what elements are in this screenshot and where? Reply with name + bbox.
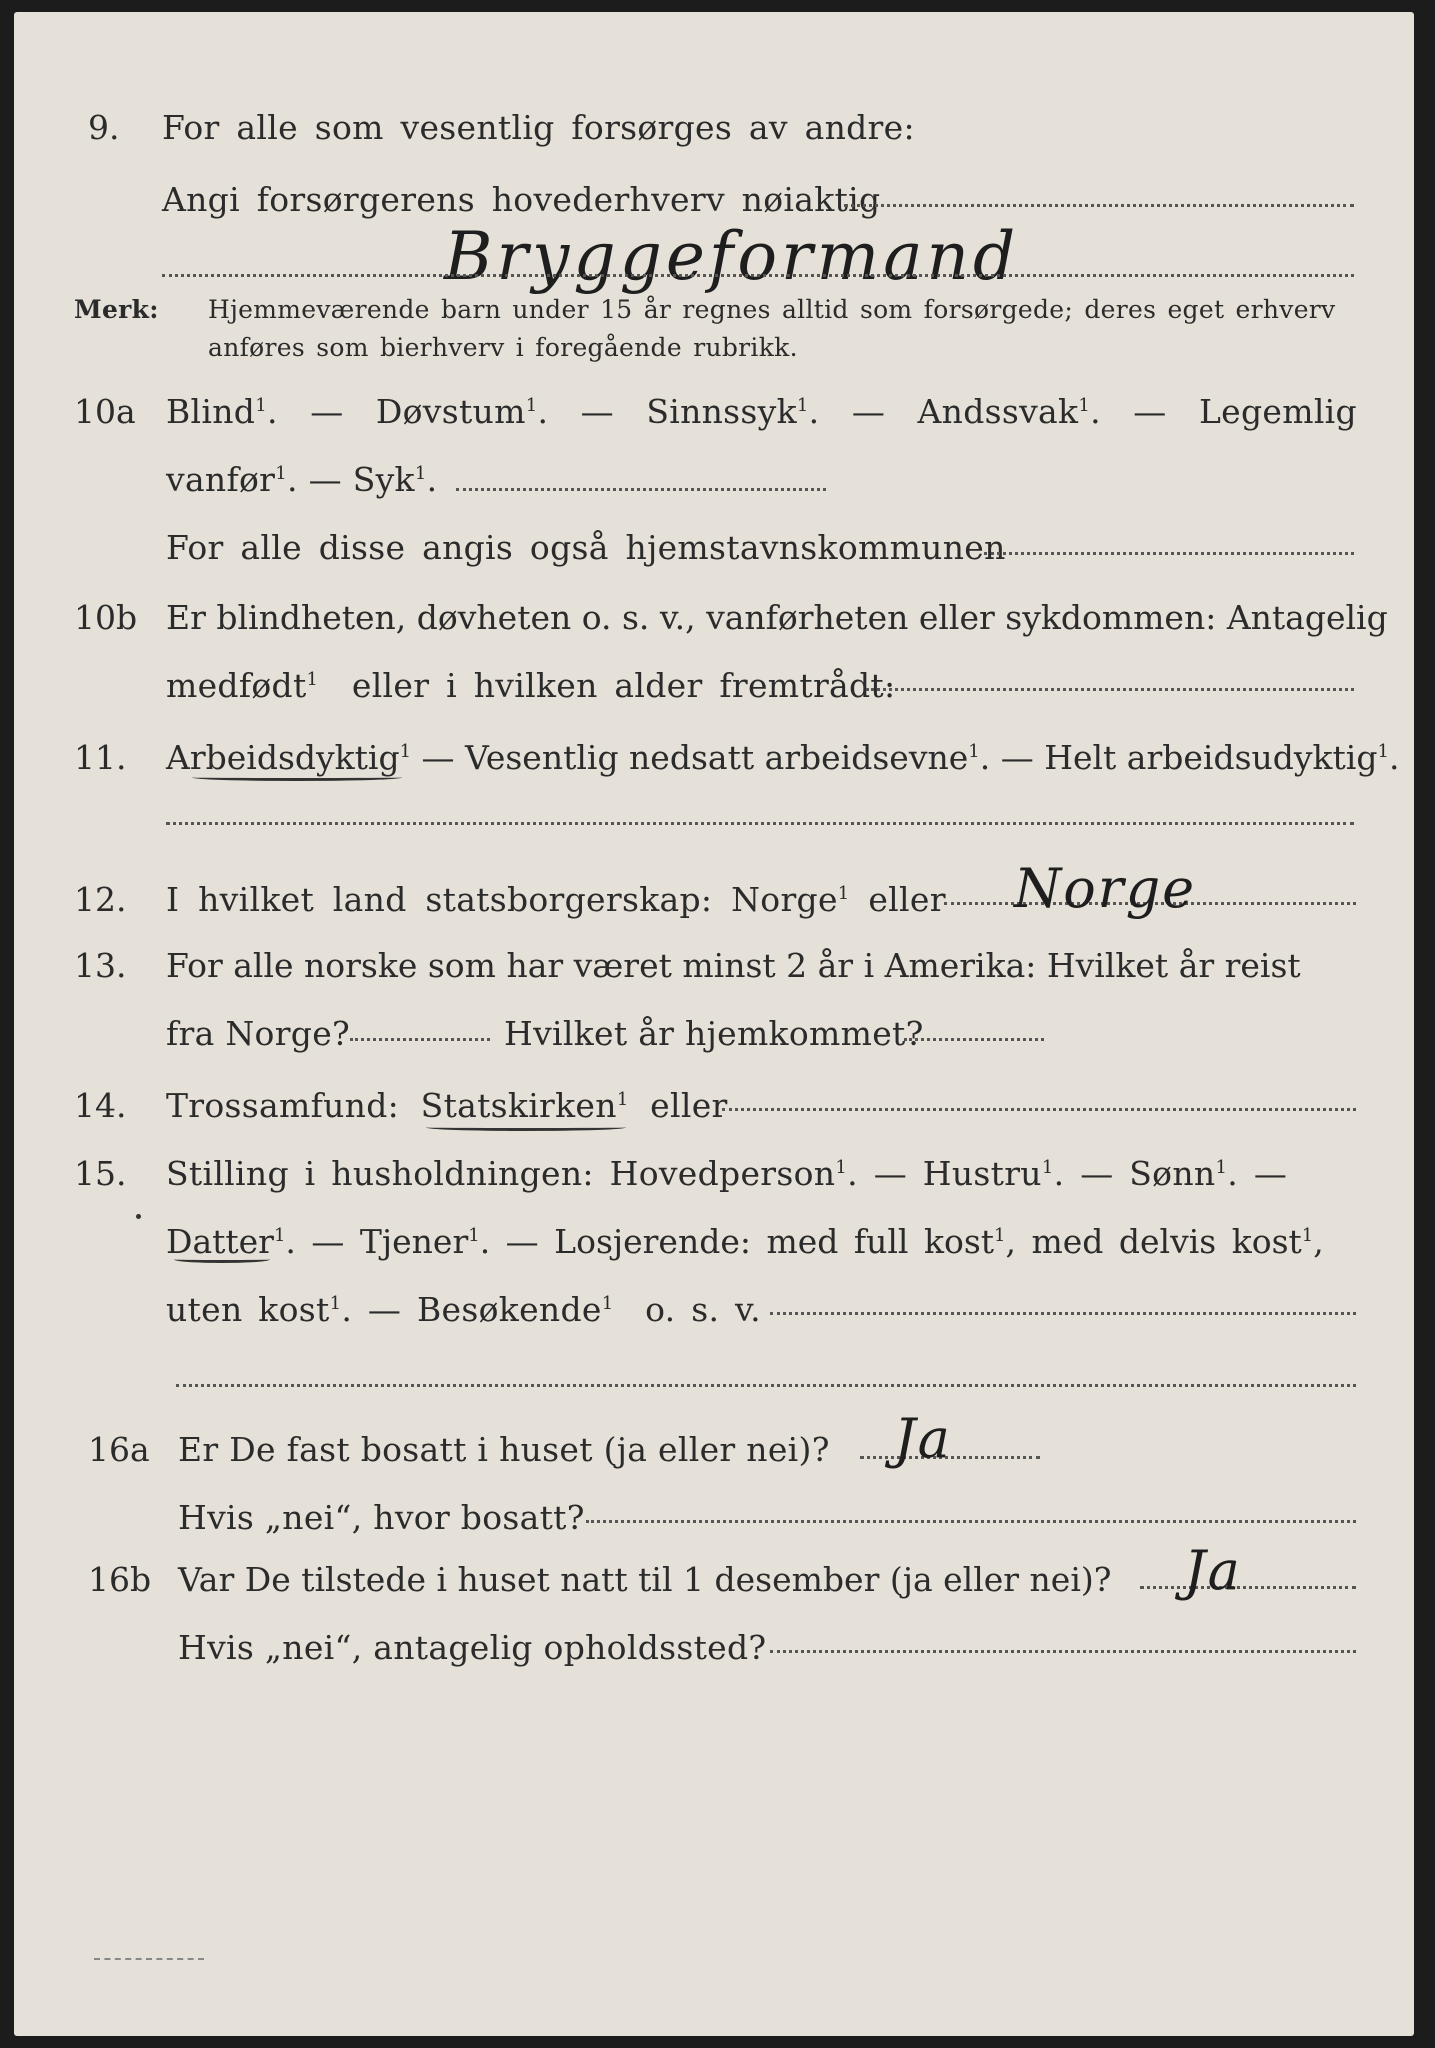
q10a-syk-dots — [456, 488, 826, 491]
q11-vesentlig: — Vesentlig nedsatt arbeidsevne — [421, 738, 969, 777]
q11-sup: 1 — [968, 741, 980, 762]
q10a-line2 — [166, 460, 437, 500]
q10a-sup: 1 — [1078, 395, 1091, 416]
q10a-number: 10a — [74, 392, 136, 431]
merk-line1: Hjemmeværende barn under 15 år regnes alltid som forsørgede; deres eget erhverv — [208, 295, 1336, 324]
q10a-dovstum: Døvstum — [375, 392, 526, 431]
q11-sup: 1 — [399, 741, 412, 762]
q10a-sup: 1 — [796, 395, 809, 416]
q11-dot: . — [1388, 738, 1400, 777]
q12-sup: 1 — [837, 883, 850, 904]
q10a-legemlig: Legemlig — [1198, 392, 1357, 431]
q10a-dash: — — [580, 392, 614, 431]
q15-hovedperson: Stilling i husholdningen: Hovedperson — [166, 1154, 836, 1193]
q9-answer-dots — [162, 274, 1354, 277]
q15-besokende: . — Besøkende — [341, 1290, 602, 1329]
q14-number: 14. — [74, 1086, 127, 1125]
q15-extra-dots — [176, 1384, 1356, 1387]
q16b-number: 16b — [88, 1560, 152, 1599]
q10a-dash: — — [1133, 392, 1167, 431]
q12-answer-handwritten: Norge — [1014, 857, 1197, 920]
q10a-line1 — [166, 392, 1357, 432]
q10a-syk: Syk — [352, 460, 415, 499]
q15-number: 15. — [74, 1154, 127, 1193]
q15-losjerende: . — Losjerende: med full kost — [479, 1222, 995, 1261]
q16a-line1: Er De fast bosatt i huset (ja eller nei)? — [178, 1430, 830, 1469]
q15-sonn: . — Sønn — [1053, 1154, 1216, 1193]
q10a-dot: . — [808, 392, 820, 431]
q15-delvis: , med delvis kost — [1005, 1222, 1302, 1261]
q16b-answer-handwritten: Ja — [1184, 1539, 1242, 1602]
q15-hustru: . — Hustru — [847, 1154, 1042, 1193]
q14-statskirken: Statskirken — [420, 1086, 617, 1125]
q11-helt: . — Helt arbeidsudyktig — [979, 738, 1378, 777]
q11-sup: 1 — [1377, 741, 1389, 762]
q13-number: 13. — [74, 946, 127, 985]
q13-fra: fra Norge? — [166, 1014, 351, 1053]
q16a-answer-handwritten: Ja — [894, 1407, 952, 1470]
q15-sup: 1 — [835, 1157, 848, 1178]
q12-number: 12. — [74, 880, 127, 919]
q11-dots — [166, 822, 1354, 825]
q15-line2-end: , — [1313, 1222, 1324, 1261]
q16a-line2: Hvis „nei“, hvor bosatt? — [178, 1498, 585, 1537]
q10b-sup: 1 — [306, 669, 319, 690]
q16b-line1-dots — [1140, 1586, 1356, 1589]
q15-sup: 1 — [601, 1293, 614, 1314]
q16b-line2-dots — [770, 1650, 1356, 1653]
q13-hjem: Hvilket år hjemkommet? — [504, 1014, 924, 1053]
q15-line3-dots — [770, 1312, 1356, 1315]
q15-osv: o. s. v. — [645, 1290, 761, 1329]
q15-sup: 1 — [1041, 1157, 1054, 1178]
q10a-sup: 1 — [414, 463, 427, 484]
q10b-medfodt: medfødt — [166, 666, 307, 705]
q10a-blind: Blind — [166, 392, 256, 431]
q16b-line1: Var De tilstede i huset natt til 1 desember (ja eller nei)? — [178, 1560, 1112, 1599]
q13-hjem-dots — [904, 1038, 1044, 1041]
q13-line1: For alle norske som har været minst 2 år i Amerika: Hvilket år reist — [166, 946, 1301, 985]
q16b-line2: Hvis „nei“, antagelig opholdssted? — [178, 1628, 767, 1667]
q15-datter: Datter — [166, 1222, 274, 1261]
q12-line — [166, 880, 946, 920]
q11-number: 11. — [74, 738, 127, 777]
q10b-line1: Er blindheten, døvheten o. s. v., vanførheten eller sykdommen: Antagelig — [166, 598, 1388, 637]
footer-rule — [94, 1958, 204, 1960]
q10a-dash: — — [851, 392, 886, 431]
q10a-dash: — — [310, 392, 344, 431]
q9-line1: For alle som vesentlig forsørges av andre: — [162, 108, 915, 147]
q15-line3 — [166, 1290, 761, 1330]
q13-fra-dots — [350, 1038, 490, 1041]
q15-sup: 1 — [329, 1293, 342, 1314]
q14-eller: eller — [650, 1086, 728, 1125]
q15-tjener: . — Tjener — [285, 1222, 469, 1261]
q10b-number: 10b — [74, 598, 138, 637]
q12-text: I hvilket land statsborgerskap: Norge — [166, 880, 838, 919]
q11-line — [166, 738, 1399, 778]
q9-line2-dots — [844, 204, 1354, 207]
q15-sup: 1 — [273, 1225, 286, 1246]
q11-arbeidsdyktig: Arbeidsdyktig — [166, 738, 400, 777]
q12-eller: eller — [868, 880, 946, 919]
q15-uten: uten kost — [166, 1290, 330, 1329]
q15-underline-mark — [174, 1256, 270, 1263]
merk-line2: anføres som bierhverv i foregående rubrikk. — [208, 333, 798, 362]
q15-sup: 1 — [1215, 1157, 1228, 1178]
q10a-sinnssyk: Sinnssyk — [646, 392, 797, 431]
q16a-number: 16a — [88, 1430, 150, 1469]
q14-dots — [722, 1108, 1356, 1111]
q14-underline-mark — [426, 1124, 626, 1131]
q15-line1 — [166, 1154, 1287, 1194]
q15-line2 — [166, 1222, 1324, 1262]
q14-sup: 1 — [616, 1089, 629, 1110]
q10b-rest: eller i hvilken alder fremtrådt: — [351, 666, 896, 705]
q10a-dot: . — [426, 460, 438, 499]
q10a-vanfor: vanfør — [166, 460, 276, 499]
q15-sup: 1 — [1301, 1225, 1314, 1246]
q14-line — [166, 1086, 728, 1126]
q9-answer-handwritten: Bryggeformand — [444, 218, 1020, 295]
q10a-line3: For alle disse angis også hjemstavnskommunen — [166, 528, 1006, 567]
q10a-andssvak: Andssvak — [917, 392, 1079, 431]
q10b-dots — [866, 688, 1354, 691]
q10b-line2 — [166, 666, 895, 706]
q10a-sup: 1 — [275, 463, 287, 484]
q10a-dash: — — [308, 460, 342, 499]
q10a-line3-dots — [984, 552, 1354, 555]
q16a-line2-dots — [586, 1520, 1356, 1523]
q10a-sup: 1 — [255, 395, 268, 416]
q9-line2: Angi forsørgerens hovederhverv nøiaktig — [162, 180, 881, 219]
q10a-dot: . — [267, 392, 278, 431]
q10a-dot: . — [287, 460, 298, 499]
census-form-page — [14, 12, 1414, 2036]
q10a-dot: . — [1090, 392, 1101, 431]
q15-margin-mark — [136, 1214, 141, 1219]
merk-label: Merk: — [74, 295, 159, 324]
q15-sup: 1 — [468, 1225, 480, 1246]
q14-label: Trossamfund: — [166, 1086, 400, 1125]
q9-number: 9. — [88, 108, 120, 147]
q10a-dot: . — [537, 392, 549, 431]
q15-line1-end: . — — [1227, 1154, 1288, 1193]
q10a-sup: 1 — [525, 395, 538, 416]
q15-sup: 1 — [994, 1225, 1006, 1246]
q11-underline-mark — [192, 774, 402, 781]
